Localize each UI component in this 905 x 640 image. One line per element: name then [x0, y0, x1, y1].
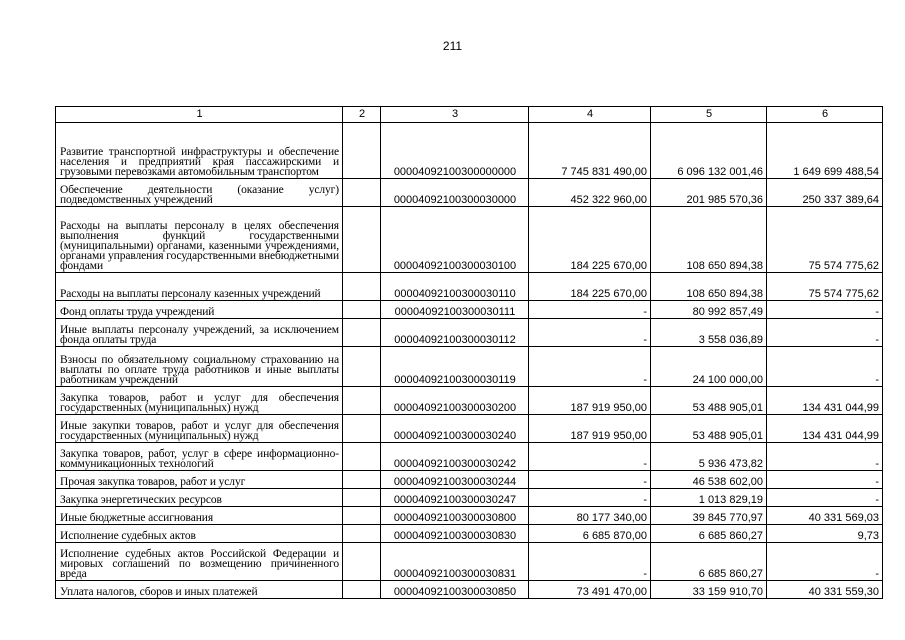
- row-col2-cell: [343, 543, 381, 581]
- row-col2-cell: [343, 319, 381, 347]
- row-code-cell: 00004092100300030247: [381, 489, 529, 507]
- table-row: [56, 581, 883, 599]
- row-name-cell: Исполнение судебных актов Российской Федерации и мировых соглашений по возмещению причиненного вреда: [56, 543, 343, 581]
- row-value-5-cell: 39 845 770,97: [651, 507, 767, 525]
- row-col2-cell: [343, 415, 381, 443]
- row-col2-cell: [343, 179, 381, 207]
- row-value-6-cell: 134 431 044,99: [767, 415, 883, 443]
- row-code-cell: 00004092100300030240: [381, 415, 529, 443]
- row-value-4-cell: 7 745 831 490,00: [529, 123, 651, 179]
- row-value-5-cell: 80 992 857,49: [651, 301, 767, 319]
- row-value-6-cell: 40 331 559,30: [767, 581, 883, 599]
- row-col2-cell: [343, 387, 381, 415]
- row-value-4-cell: 187 919 950,00: [529, 387, 651, 415]
- row-code-cell: 00004092100300030200: [381, 387, 529, 415]
- row-code-cell: 00004092100300030830: [381, 525, 529, 543]
- row-value-6-cell: 40 331 569,03: [767, 507, 883, 525]
- table-row: [56, 415, 883, 443]
- row-value-6-cell: -: [767, 543, 883, 581]
- row-value-6-cell: -: [767, 347, 883, 387]
- row-name-cell: Фонд оплаты труда учреждений: [56, 301, 343, 319]
- row-name-cell: Взносы по обязательному социальному страхованию на выплаты по оплате труда работников и иные выплаты работникам учреждений: [56, 347, 343, 387]
- table-header-row: [56, 107, 883, 123]
- row-value-5-cell: 53 488 905,01: [651, 387, 767, 415]
- row-name-cell: Развитие транспортной инфраструктуры и обеспечение населения и предприятий края пассажирскими и грузовыми перевозками автомобильным транспортом: [56, 123, 343, 179]
- row-value-5-cell: 6 096 132 001,46: [651, 123, 767, 179]
- row-value-6-cell: -: [767, 319, 883, 347]
- row-name-cell: Прочая закупка товаров, работ и услуг: [56, 471, 343, 489]
- row-value-4-cell: -: [529, 443, 651, 471]
- row-value-5-cell: 6 685 860,27: [651, 525, 767, 543]
- row-code-cell: 00004092100300000000: [381, 123, 529, 179]
- table-row: [56, 319, 883, 347]
- row-value-6-cell: -: [767, 301, 883, 319]
- row-value-4-cell: 184 225 670,00: [529, 273, 651, 301]
- table-row: [56, 387, 883, 415]
- row-value-5-cell: 1 013 829,19: [651, 489, 767, 507]
- row-value-4-cell: 73 491 470,00: [529, 581, 651, 599]
- row-code-cell: 00004092100300030119: [381, 347, 529, 387]
- row-value-5-cell: 201 985 570,36: [651, 179, 767, 207]
- row-code-cell: 00004092100300030242: [381, 443, 529, 471]
- row-value-4-cell: -: [529, 489, 651, 507]
- row-value-4-cell: 184 225 670,00: [529, 207, 651, 273]
- row-col2-cell: [343, 301, 381, 319]
- table-row: [56, 471, 883, 489]
- row-value-6-cell: 1 649 699 488,54: [767, 123, 883, 179]
- table-row: [56, 347, 883, 387]
- row-code-cell: 00004092100300030850: [381, 581, 529, 599]
- column-header: 3: [381, 107, 529, 123]
- row-code-cell: 00004092100300030112: [381, 319, 529, 347]
- row-code-cell: 00004092100300030800: [381, 507, 529, 525]
- row-value-4-cell: 6 685 870,00: [529, 525, 651, 543]
- row-value-5-cell: 24 100 000,00: [651, 347, 767, 387]
- row-value-4-cell: 80 177 340,00: [529, 507, 651, 525]
- table-row: [56, 507, 883, 525]
- row-value-4-cell: 452 322 960,00: [529, 179, 651, 207]
- row-value-6-cell: -: [767, 489, 883, 507]
- row-col2-cell: [343, 507, 381, 525]
- row-value-5-cell: 108 650 894,38: [651, 207, 767, 273]
- row-col2-cell: [343, 347, 381, 387]
- row-value-6-cell: 9,73: [767, 525, 883, 543]
- page-number: 211: [442, 39, 463, 53]
- column-header: 1: [56, 107, 343, 123]
- row-name-cell: Уплата налогов, сборов и иных платежей: [56, 581, 343, 599]
- row-value-5-cell: 33 159 910,70: [651, 581, 767, 599]
- row-value-4-cell: -: [529, 347, 651, 387]
- table-row: [56, 273, 883, 301]
- row-name-cell: Закупка энергетических ресурсов: [56, 489, 343, 507]
- row-value-4-cell: -: [529, 301, 651, 319]
- row-value-6-cell: 75 574 775,62: [767, 273, 883, 301]
- row-value-6-cell: 75 574 775,62: [767, 207, 883, 273]
- column-header: 4: [529, 107, 651, 123]
- table-row: [56, 207, 883, 273]
- row-value-4-cell: 187 919 950,00: [529, 415, 651, 443]
- table-row: [56, 443, 883, 471]
- row-col2-cell: [343, 443, 381, 471]
- row-col2-cell: [343, 471, 381, 489]
- column-header: 6: [767, 107, 883, 123]
- budget-table: [55, 106, 883, 599]
- row-code-cell: 00004092100300030110: [381, 273, 529, 301]
- row-col2-cell: [343, 207, 381, 273]
- row-code-cell: 00004092100300030100: [381, 207, 529, 273]
- row-col2-cell: [343, 123, 381, 179]
- row-name-cell: Иные бюджетные ассигнования: [56, 507, 343, 525]
- row-name-cell: Расходы на выплаты персоналу в целях обеспечения выполнения функций государственными (муниципальными) органами, казенными учреждениями, органами управления государственными внебюджетными фондами: [56, 207, 343, 273]
- row-code-cell: 00004092100300030111: [381, 301, 529, 319]
- table-row: [56, 543, 883, 581]
- row-name-cell: Исполнение судебных актов: [56, 525, 343, 543]
- table-row: [56, 123, 883, 179]
- row-col2-cell: [343, 581, 381, 599]
- row-code-cell: 00004092100300030244: [381, 471, 529, 489]
- row-name-cell: Закупка товаров, работ, услуг в сфере информационно-коммуникационных технологий: [56, 443, 343, 471]
- row-value-6-cell: -: [767, 443, 883, 471]
- row-value-4-cell: -: [529, 543, 651, 581]
- row-col2-cell: [343, 273, 381, 301]
- row-value-6-cell: -: [767, 471, 883, 489]
- row-value-5-cell: 6 685 860,27: [651, 543, 767, 581]
- row-code-cell: 00004092100300030831: [381, 543, 529, 581]
- row-value-5-cell: 108 650 894,38: [651, 273, 767, 301]
- table-row: [56, 525, 883, 543]
- row-value-4-cell: -: [529, 319, 651, 347]
- table-row: [56, 301, 883, 319]
- row-value-4-cell: -: [529, 471, 651, 489]
- row-code-cell: 00004092100300030000: [381, 179, 529, 207]
- row-name-cell: Расходы на выплаты персоналу казенных учреждений: [56, 273, 343, 301]
- row-name-cell: Иные выплаты персоналу учреждений, за исключением фонда оплаты труда: [56, 319, 343, 347]
- row-name-cell: Закупка товаров, работ и услуг для обеспечения государственных (муниципальных) нужд: [56, 387, 343, 415]
- table-row: [56, 179, 883, 207]
- column-header: 5: [651, 107, 767, 123]
- row-value-6-cell: 134 431 044,99: [767, 387, 883, 415]
- row-name-cell: Обеспечение деятельности (оказание услуг) подведомственных учреждений: [56, 179, 343, 207]
- row-col2-cell: [343, 525, 381, 543]
- row-value-5-cell: 3 558 036,89: [651, 319, 767, 347]
- row-value-5-cell: 5 936 473,82: [651, 443, 767, 471]
- row-value-6-cell: 250 337 389,64: [767, 179, 883, 207]
- row-value-5-cell: 53 488 905,01: [651, 415, 767, 443]
- row-value-5-cell: 46 538 602,00: [651, 471, 767, 489]
- column-header: 2: [343, 107, 381, 123]
- row-col2-cell: [343, 489, 381, 507]
- row-name-cell: Иные закупки товаров, работ и услуг для обеспечения государственных (муниципальных) нужд: [56, 415, 343, 443]
- table-row: [56, 489, 883, 507]
